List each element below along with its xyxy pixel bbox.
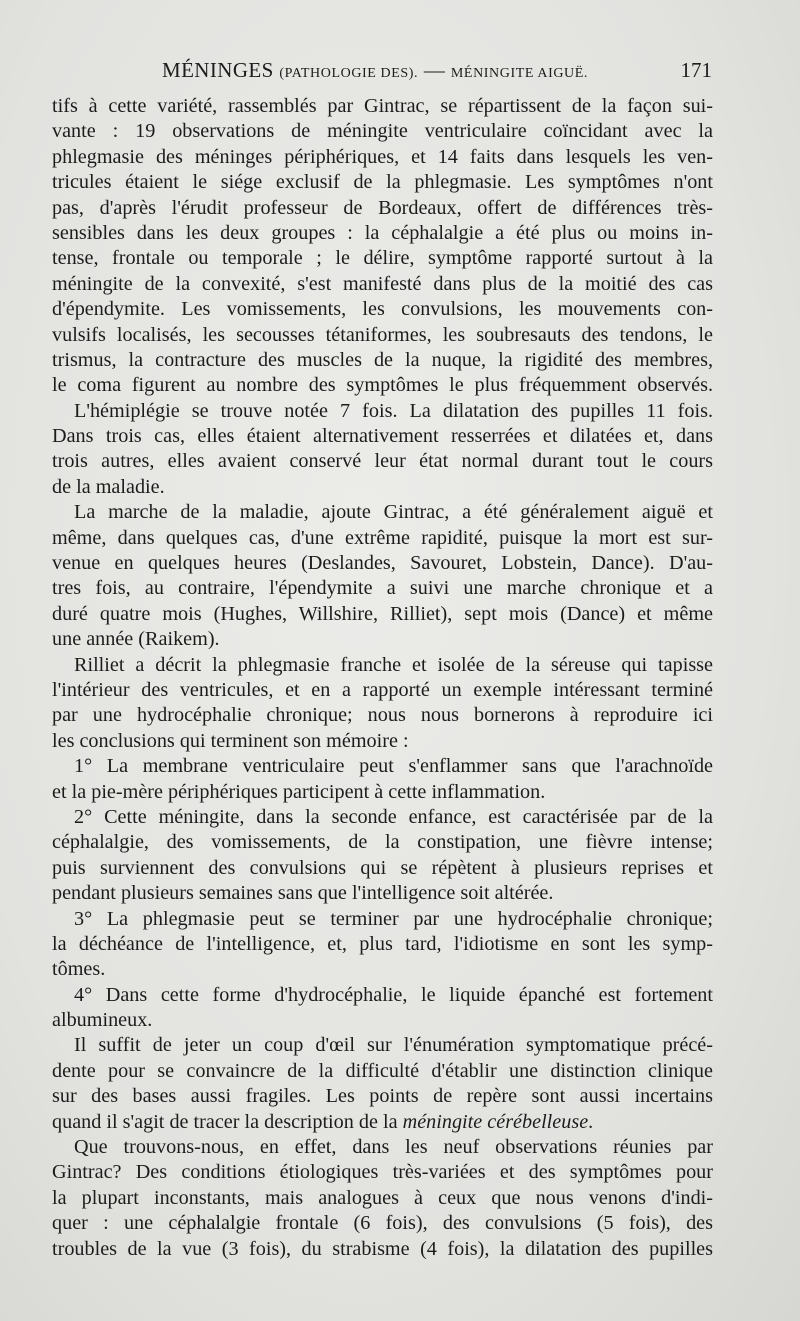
running-head-sub: MÉNINGITE AIGUË.	[450, 66, 589, 81]
text-line: et la pie-mère périphériques participent à cette inflammation.	[52, 780, 546, 803]
text-line: Dans trois cas, elles étaient alternativement resserrées et dilatées et, dans	[52, 425, 713, 448]
text-line: dente pour se convaincre de la difficulté d'établir une distinction clinique	[52, 1059, 713, 1082]
text-line-with-italic	[52, 1110, 713, 1135]
running-head	[162, 58, 588, 83]
text-line: venue en quelques heures (Deslandes, Savouret, Lobstein, Dance). D'au-	[52, 552, 713, 575]
text-line: 3° La phlegmasie peut se terminer par une hydrocéphalie chronique;	[74, 907, 713, 930]
text-line: duré quatre mois (Hughes, Willshire, Rilliet), sept mois (Dance) et même	[52, 602, 713, 625]
text-line: la déchéance de l'intelligence, et, plus tard, l'idiotisme en sont les symp-	[52, 932, 713, 955]
text-line: pas, d'après l'érudit professeur de Bordeaux, offert de différences très-	[52, 196, 713, 219]
text-line: tricules étaient le siége exclusif de la phlegmasie. Les symptômes n'ont	[52, 171, 713, 194]
text-line: tres fois, au contraire, l'épendymite a suivi une marche chronique et a	[52, 577, 713, 600]
text-line: 4° Dans cette forme d'hydrocéphalie, le liquide épanché est fortement	[74, 983, 713, 1006]
text-line: par une hydrocéphalie chronique; nous nous bornerons à reproduire ici	[52, 704, 713, 727]
text-line: même, dans quelques cas, d'une extrême rapidité, puisque la mort est sur-	[52, 526, 713, 549]
body-text	[52, 94, 713, 1262]
text-segment: .	[588, 1110, 594, 1133]
page-number: 171	[680, 58, 712, 82]
text-line: les conclusions qui terminent son mémoire :	[52, 729, 409, 752]
text-line: le coma figurent au nombre des symptômes le plus fréquemment observés.	[52, 374, 713, 397]
text-line: vante : 19 observations de méningite ventriculaire coïncidant avec la	[52, 120, 713, 143]
text-line: albumineux.	[52, 1009, 153, 1032]
running-head-main: MÉNINGES	[162, 58, 274, 82]
text-line: La marche de la maladie, ajoute Gintrac, a été généralement aiguë et	[74, 501, 713, 524]
running-head-paren: (PATHOLOGIE DES).	[279, 66, 419, 81]
text-line: Il suffit de jeter un coup d'œil sur l'énumération symptomatique précé-	[74, 1034, 713, 1057]
text-line: Que trouvons-nous, en effet, dans les neuf observations réunies par	[74, 1136, 713, 1159]
text-line: de la maladie.	[52, 475, 165, 498]
text-line: tômes.	[52, 958, 106, 981]
text-line: sensibles dans les deux groupes : la céphalalgie a été plus ou moins in-	[52, 221, 713, 244]
text-line: d'épendymite. Les vomissements, les convulsions, les mouvements con-	[52, 298, 713, 321]
text-line: tifs à cette variété, rassemblés par Gintrac, se répartissent de la façon sui-	[52, 95, 713, 117]
text-line: une année (Raikem).	[52, 628, 220, 651]
text-line: céphalalgie, des vomissements, de la constipation, une fièvre intense;	[52, 831, 713, 854]
running-head-dash: —	[423, 58, 446, 82]
text-line: Rilliet a décrit la phlegmasie franche et isolée de la séreuse qui tapisse	[74, 653, 713, 676]
text-line: 1° La membrane ventriculaire peut s'enflammer sans que l'arachnoïde	[74, 755, 713, 778]
text-line: la plupart inconstants, mais analogues à ceux que nous venons d'indi-	[52, 1186, 713, 1209]
text-line: tense, frontale ou temporale ; le délire, symptôme rapporté surtout à la	[52, 247, 713, 270]
text-line: phlegmasie des méninges périphériques, et 14 faits dans lesquels les ven-	[52, 145, 713, 168]
italic-term: méningite cérébelleuse	[402, 1110, 589, 1133]
text-line: trois autres, elles avaient conservé leur état normal durant tout le cours	[52, 450, 713, 473]
text-line: l'intérieur des ventricules, et en a rapporté un exemple intéressant terminé	[52, 678, 713, 701]
text-segment: quand il s'agit de tracer la description de la	[52, 1110, 398, 1133]
text-line: pendant plusieurs semaines sans que l'intelligence soit altérée.	[52, 882, 554, 905]
text-line: troubles de la vue (3 fois), du strabisme (4 fois), la dilatation des pupilles	[52, 1237, 713, 1260]
text-line: sur des bases aussi fragiles. Les points de repère sont aussi incertains	[52, 1085, 713, 1108]
text-line: 2° Cette méningite, dans la seconde enfance, est caractérisée par de la	[74, 805, 713, 828]
text-line: Gintrac? Des conditions étiologiques très-variées et des symptômes pour	[52, 1161, 713, 1184]
text-line: L'hémiplégie se trouve notée 7 fois. La dilatation des pupilles 11 fois.	[74, 399, 713, 422]
page-header	[52, 58, 712, 88]
text-line: vulsifs localisés, les secousses tétaniformes, les soubresauts des tendons, le	[52, 323, 713, 346]
text-line: puis surviennent des convulsions qui se répètent à plusieurs reprises et	[52, 856, 713, 879]
text-line: trismus, la contracture des muscles de la nuque, la rigidité des membres,	[52, 348, 713, 371]
text-line: méningite de la convexité, s'est manifesté dans plus de la moitié des cas	[52, 272, 713, 295]
text-line: quer : une céphalalgie frontale (6 fois), des convulsions (5 fois), des	[52, 1212, 713, 1235]
